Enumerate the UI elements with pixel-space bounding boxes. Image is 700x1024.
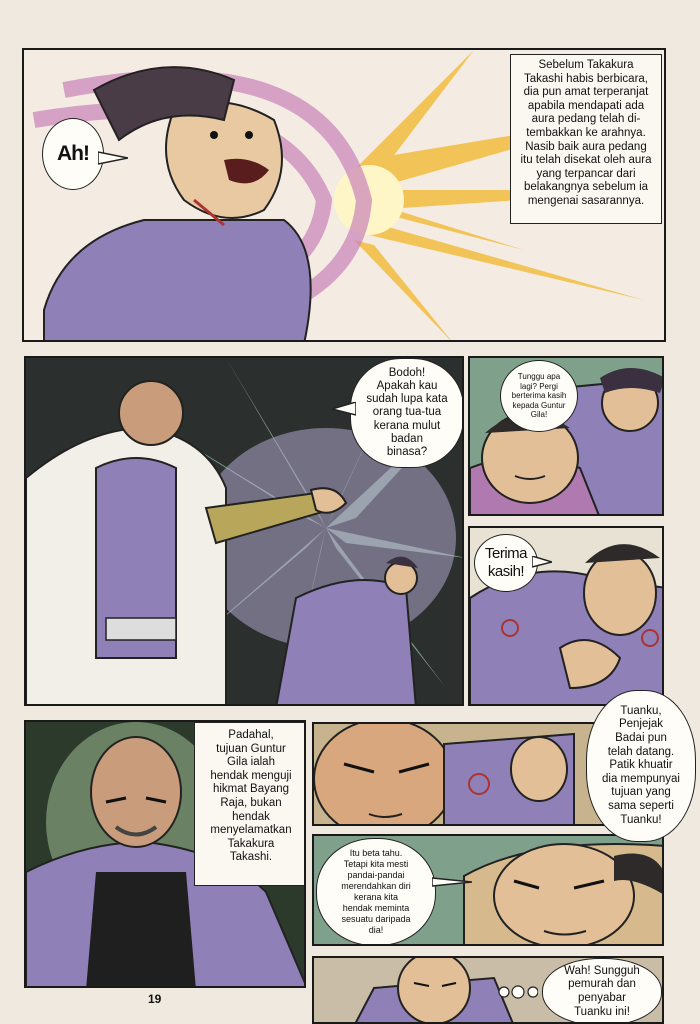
thought-dots xyxy=(498,982,538,1002)
speech-line: hendak meminta xyxy=(342,903,410,913)
speech-line: dia! xyxy=(368,925,384,935)
speech-line: kerana mulut xyxy=(373,419,441,432)
speech-bubble-bodoh xyxy=(350,358,464,468)
speech-line: berterima kasih xyxy=(511,391,567,401)
panel-7 xyxy=(312,834,664,946)
speech-line: Itu beta tahu. xyxy=(349,848,403,858)
speech-line: dia mempunyai xyxy=(602,772,680,785)
speech-line: tujuan yang xyxy=(611,786,671,799)
speech-line: Patik khuatir xyxy=(609,759,673,772)
speech-bubble-terima-kasih xyxy=(474,534,538,592)
narration-line: yang terpancar dari xyxy=(536,167,636,180)
speech-line: Tetapi kita mesti xyxy=(343,859,409,869)
narration-box-1 xyxy=(510,54,662,224)
bubble-tail xyxy=(98,150,128,166)
bubble-tail xyxy=(432,876,472,888)
speech-line: sama seperti xyxy=(608,799,674,812)
speech-line: penyabar xyxy=(578,992,626,1004)
narration-line: tujuan Guntur xyxy=(216,742,286,755)
speech-line: Gila! xyxy=(530,410,548,420)
narration-line: Takashi habis berbicara, xyxy=(523,72,648,85)
speech-line: Wah! Sungguh xyxy=(564,964,640,977)
speech-line: pemurah dan xyxy=(568,978,636,991)
advisor-figure xyxy=(444,734,574,826)
speech-line: Tuanku, xyxy=(620,704,662,717)
speech-line: kerana kita xyxy=(353,892,399,902)
narration-line: tembakkan ke arahnya. xyxy=(526,126,646,139)
speech-bubble-itu-beta xyxy=(316,838,436,946)
narration-line: itu telah disekat oleh aura xyxy=(520,154,652,167)
narration-line: mengenai sasarannya. xyxy=(527,194,645,207)
speech-line: Tunggu apa xyxy=(517,372,561,382)
speech-bubble-tuanku xyxy=(586,690,696,842)
speech-bubble-tunggu xyxy=(500,360,578,432)
narration-line: hendak xyxy=(232,810,270,823)
narration-line: apabila mendapati ada xyxy=(527,99,645,112)
narration-line: Sebelum Takakura xyxy=(538,59,634,71)
narration-line: Padahal, xyxy=(228,729,274,741)
panel-5 xyxy=(24,720,306,988)
speech-line: Badai pun xyxy=(615,732,667,745)
narration-line: belakangnya sebelum ia xyxy=(523,181,649,194)
speech-line: kepada Guntur xyxy=(512,400,566,410)
speech-line: pandai-pandai xyxy=(347,870,405,880)
speech-line: telah datang. xyxy=(607,745,675,758)
speech-line: orang tua-tua xyxy=(372,406,442,419)
exclamation-bubble xyxy=(42,118,104,190)
narration-box-2 xyxy=(194,722,306,886)
speech-line: lagi? Pergi xyxy=(520,381,558,391)
bubble-tail xyxy=(332,402,356,416)
speech-line: Penjejak xyxy=(618,718,664,731)
panel-4 xyxy=(468,526,664,706)
narration-line: Raja, bukan xyxy=(220,796,282,809)
speech-line: Tuanku ini! xyxy=(574,1005,630,1018)
exclamation-text: Ah! xyxy=(57,142,89,165)
speech-line: binasa? xyxy=(386,446,428,458)
speech-line: sesuatu daripada xyxy=(341,914,411,924)
narration-line: hendak menguji xyxy=(210,769,292,782)
panel-1 xyxy=(22,48,666,342)
speech-line: Tuanku! xyxy=(620,813,662,826)
speech-line: Apakah kau xyxy=(376,379,438,392)
narration-line: Takakura xyxy=(227,837,275,850)
narration-line: hikmat Bayang xyxy=(212,783,290,796)
panel-8 xyxy=(312,956,664,1024)
narration-line: Nasib baik aura pedang xyxy=(525,140,647,153)
lord-closeup xyxy=(314,724,454,826)
speech-line: sudah lupa kata xyxy=(366,393,448,406)
narration-line: dia pun amat terperanjat xyxy=(523,86,649,99)
panel-2 xyxy=(24,356,464,706)
speech-bubble-wah xyxy=(542,958,662,1024)
narration-line: Gila ialah xyxy=(227,756,275,769)
speech-line: Terima xyxy=(484,545,527,562)
speech-line: Bodoh! xyxy=(388,366,426,379)
narration-line: menyelamatkan xyxy=(210,824,292,837)
speech-line: badan xyxy=(391,432,423,445)
speech-line: merendahkan diri xyxy=(341,881,411,891)
narration-line: Takashi. xyxy=(229,851,273,864)
bubble-tail xyxy=(532,556,552,568)
narration-line: aura pedang telah di- xyxy=(531,113,641,126)
speech-line: kasih! xyxy=(487,563,525,580)
panel-3 xyxy=(468,356,664,516)
page-number: 19 xyxy=(148,992,162,1006)
